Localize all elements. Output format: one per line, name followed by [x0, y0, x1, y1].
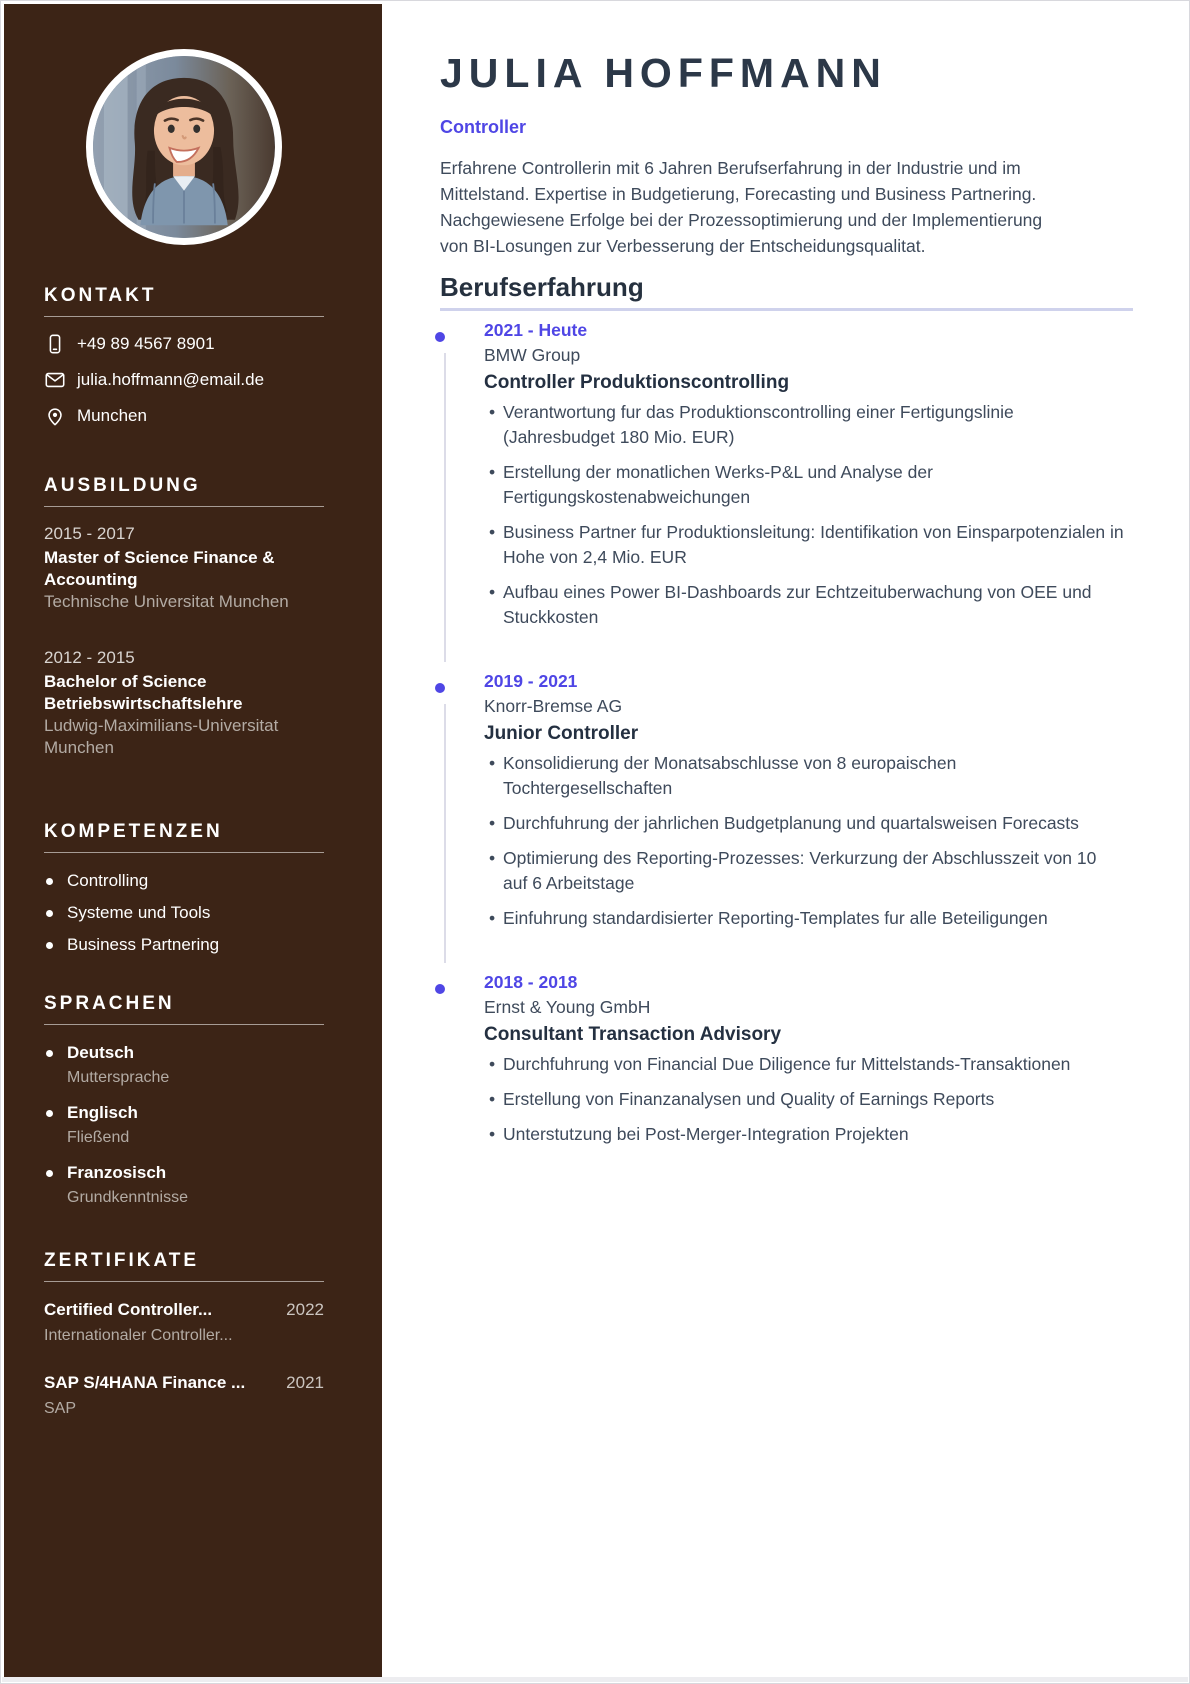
- languages-list: [44, 1041, 324, 1208]
- job-bullet: • Einfuhrung standardisierter Reporting-Templates fur alle Beteiligungen: [489, 906, 1124, 931]
- job-entry: [440, 971, 1133, 1147]
- person-title: Controller: [440, 117, 527, 137]
- job-bullet: • Erstellung von Finanzanalysen und Quality of Earnings Reports: [489, 1087, 1124, 1112]
- email-value: julia.hoffmann@email.de: [77, 370, 265, 389]
- certificate-year: 2022: [286, 1300, 324, 1319]
- education-degree: Bachelor of Science Betriebswirtschaftslehre: [44, 672, 243, 713]
- education-item: [44, 647, 324, 759]
- contact-section: [44, 285, 324, 427]
- education-school: Ludwig-Maximilians-Universitat Munchen: [44, 716, 279, 757]
- job-bullet: • Unterstutzung bei Post-Merger-Integration Projekten: [489, 1122, 1124, 1147]
- job-bullets: [484, 751, 1124, 931]
- skill-item: Controlling: [44, 869, 324, 893]
- job-period: 2019 - 2021: [484, 671, 578, 691]
- timeline-marker-icon: [435, 984, 445, 994]
- job-entry: [440, 319, 1133, 630]
- language-level: Grundkenntnisse: [67, 1189, 188, 1206]
- job-role: Controller Produktionscontrolling: [484, 372, 790, 393]
- job-role: Junior Controller: [484, 723, 639, 744]
- job-bullet: • Erstellung der monatlichen Werks-P&L und Analyse der Fertigungskostenabweichungen: [489, 460, 1124, 510]
- skill-item: Business Partnering: [44, 933, 324, 957]
- languages-title: SPRACHEN: [44, 993, 324, 1025]
- language-name: Deutsch: [67, 1043, 135, 1062]
- profile-summary: Erfahrene Controllerin mit 6 Jahren Berufserfahrung in der Industrie und im Mittelstand. Expertise in Budgetierung, Forecasting und Business Partnering. Nachgewiesene Erfolge bei der Prozessoptimierung und der Implementierung von BI-Losungen zur Verbesserung der Entscheidungsqualitat.: [440, 158, 1043, 256]
- phone-value: +49 89 4567 8901: [77, 334, 215, 353]
- job-period: 2018 - 2018: [484, 972, 578, 992]
- contact-title: KONTAKT: [44, 285, 324, 317]
- certificate-name: SAP S/4HANA Finance ...: [44, 1373, 246, 1392]
- timeline-marker-icon: [435, 332, 445, 342]
- education-item: [44, 523, 324, 613]
- languages-section: [44, 993, 324, 1208]
- language-item: [44, 1041, 324, 1088]
- certificate-item: [44, 1298, 324, 1347]
- job-company: BMW Group: [484, 345, 581, 365]
- job-bullet: • Optimierung des Reporting-Prozesses: Verkurzung der Abschlusszeit von 10 auf 6 Arbeitstage: [489, 846, 1124, 896]
- job-bullets: [484, 400, 1124, 630]
- job-bullet: • Business Partner fur Produktionsleitung: Identifikation von Einsparpotenzialen in Hohe von 2,4 Mio. EUR: [489, 520, 1124, 570]
- main-content: [382, 4, 1186, 1677]
- education-title: AUSBILDUNG: [44, 475, 324, 507]
- page-bottom-strip: [2, 1677, 1188, 1682]
- skill-item: Systeme und Tools: [44, 901, 324, 925]
- contact-row-phone: [44, 333, 324, 355]
- certificate-year: 2021: [286, 1373, 324, 1392]
- education-period: 2015 - 2017: [44, 524, 135, 543]
- job-period: 2021 - Heute: [484, 320, 588, 340]
- job-bullet: • Aufbau eines Power BI-Dashboards zur Echtzeituberwachung von OEE und Stuckkosten: [489, 580, 1124, 630]
- job-bullet: • Durchfuhrung der jahrlichen Budgetplanung und quartalsweisen Forecasts: [489, 811, 1124, 836]
- job-company: Knorr-Bremse AG: [484, 696, 623, 716]
- skills-list: [44, 869, 324, 957]
- email-icon: [44, 369, 66, 391]
- certificates-section: [44, 1250, 324, 1420]
- job-entry: [440, 670, 1133, 931]
- certificate-org: SAP: [44, 1400, 77, 1417]
- job-bullet: • Konsolidierung der Monatsabschlusse von 8 europaischen Tochtergesellschaften: [489, 751, 1124, 801]
- language-name: Englisch: [67, 1103, 138, 1122]
- experience-section-title: Berufserfahrung: [440, 274, 1133, 311]
- skills-title: KOMPETENZEN: [44, 821, 324, 853]
- skills-section: [44, 821, 324, 957]
- job-bullet: • Durchfuhrung von Financial Due Diligence fur Mittelstands-Transaktionen: [489, 1052, 1124, 1077]
- education-degree: Master of Science Finance & Accounting: [44, 548, 275, 589]
- language-level: Fließend: [67, 1129, 130, 1146]
- experience-timeline: [440, 319, 1133, 1147]
- certificate-org: Internationaler Controller...: [44, 1327, 233, 1344]
- job-bullet: • Verantwortung fur das Produktionscontrolling einer Fertigungslinie (Jahresbudget 180 Mio. EUR): [489, 400, 1124, 450]
- education-period: 2012 - 2015: [44, 648, 135, 667]
- language-item: [44, 1101, 324, 1148]
- certificates-title: ZERTIFIKATE: [44, 1250, 324, 1282]
- sidebar: [4, 4, 382, 1677]
- education-school: Technische Universitat Munchen: [44, 592, 289, 611]
- job-company: Ernst & Young GmbH: [484, 997, 651, 1017]
- location-icon: [44, 405, 66, 427]
- person-name: JULIA HOFFMANN: [440, 50, 887, 96]
- location-value: Munchen: [77, 406, 147, 425]
- language-name: Franzosisch: [67, 1163, 167, 1182]
- job-role: Consultant Transaction Advisory: [484, 1024, 782, 1045]
- certificate-name: Certified Controller...: [44, 1300, 213, 1319]
- contact-row-location: [44, 405, 324, 427]
- phone-icon: [44, 333, 66, 355]
- certificate-item: [44, 1371, 324, 1420]
- language-level: Muttersprache: [67, 1069, 170, 1086]
- profile-photo: [86, 49, 282, 245]
- education-section: [44, 475, 324, 759]
- job-bullets: [484, 1052, 1124, 1147]
- contact-row-email: [44, 369, 324, 391]
- timeline-marker-icon: [435, 683, 445, 693]
- language-item: [44, 1161, 324, 1208]
